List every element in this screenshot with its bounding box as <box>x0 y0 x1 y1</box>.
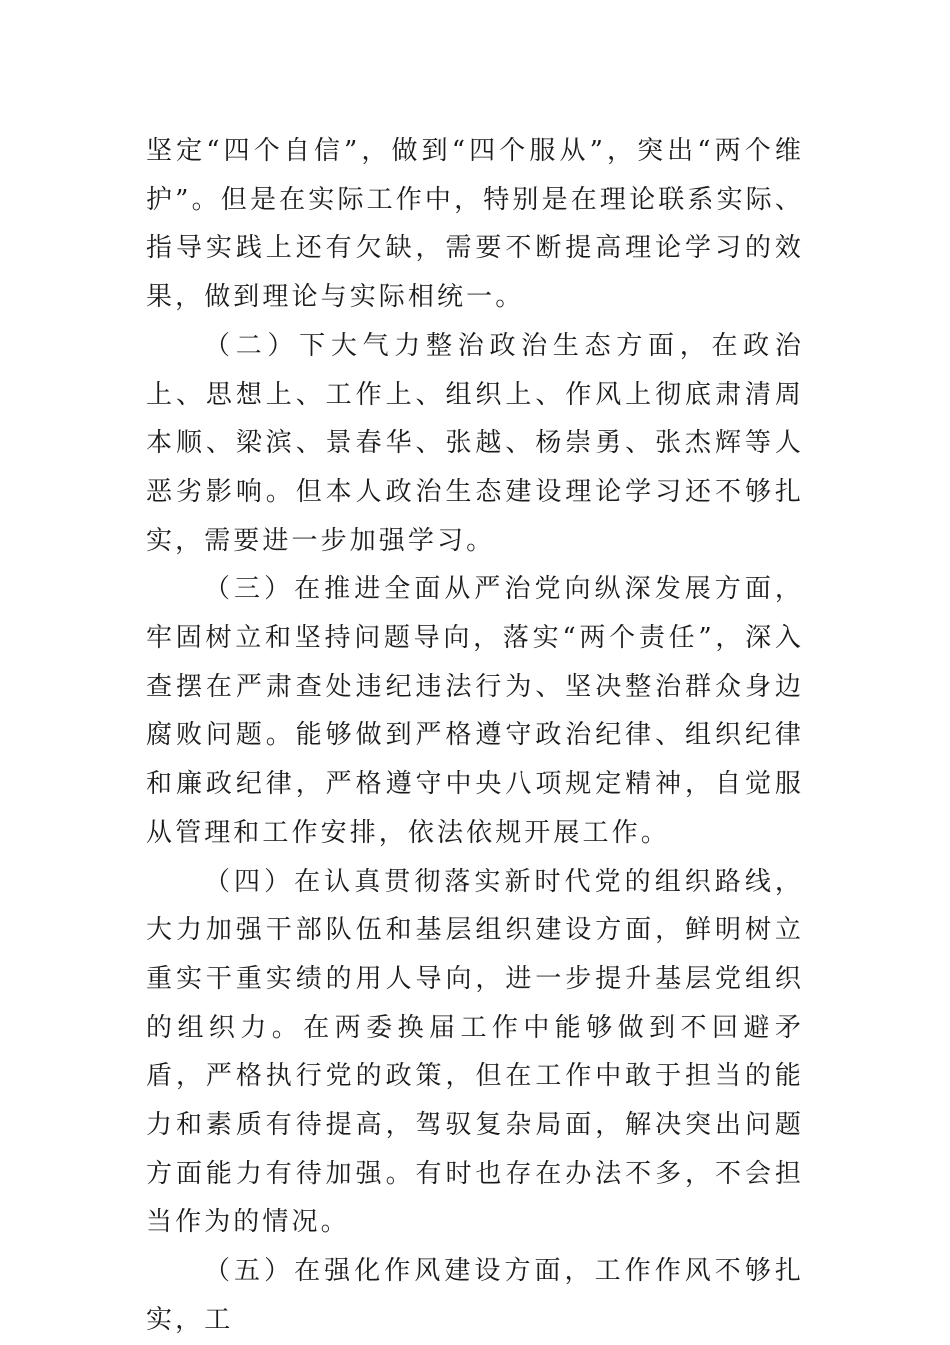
paragraph-section-4: （四）在认真贯彻落实新时代党的组织路线，大力加强干部队伍和基层组织建设方面，鲜明树立重实干重实绩的用人导向，进一步提升基层党组织的组织力。在两委换届工作中能够做到不回避矛盾，严格执行党的政策，但在工作中敢于担当的能力和素质有待提高，驾驭复杂局面，解决突出问题方面能力有待加强。有时也存在办法不多，不会担当作为的情况。 <box>146 866 804 1238</box>
paragraph-section-2: （二）下大气力整治政治生态方面，在政治上、思想上、工作上、组织上、作风上彻底肃清周本顺、梁滨、景春华、张越、杨崇勇、张杰辉等人恶劣影响。但本人政治生态建设理论学习还不够扎实，需要进一步加强学习。 <box>146 330 804 556</box>
paragraph-section-5: （五）在强化作风建设方面，工作作风不够扎实，工 <box>146 1256 804 1335</box>
paragraph-continuation: 坚定“四个自信”，做到“四个服从”，突出“两个维护”。但是在实际工作中，特别是在理论联系实际、指导实践上还有欠缺，需要不断提高理论学习的效果，做到理论与实际相统一。 <box>146 136 804 313</box>
paragraph-section-3: （三）在推进全面从严治党向纵深发展方面，牢固树立和坚持问题导向，落实“两个责任”，深入查摆在严肃查处违纪违法行为、坚决整治群众身边腐败问题。能够做到严格遵守政治纪律、组织纪律和廉政纪律，严格遵守中央八项规定精神，自觉服从管理和工作安排，依法依规开展工作。 <box>146 574 804 848</box>
document-body <box>146 127 804 1345</box>
